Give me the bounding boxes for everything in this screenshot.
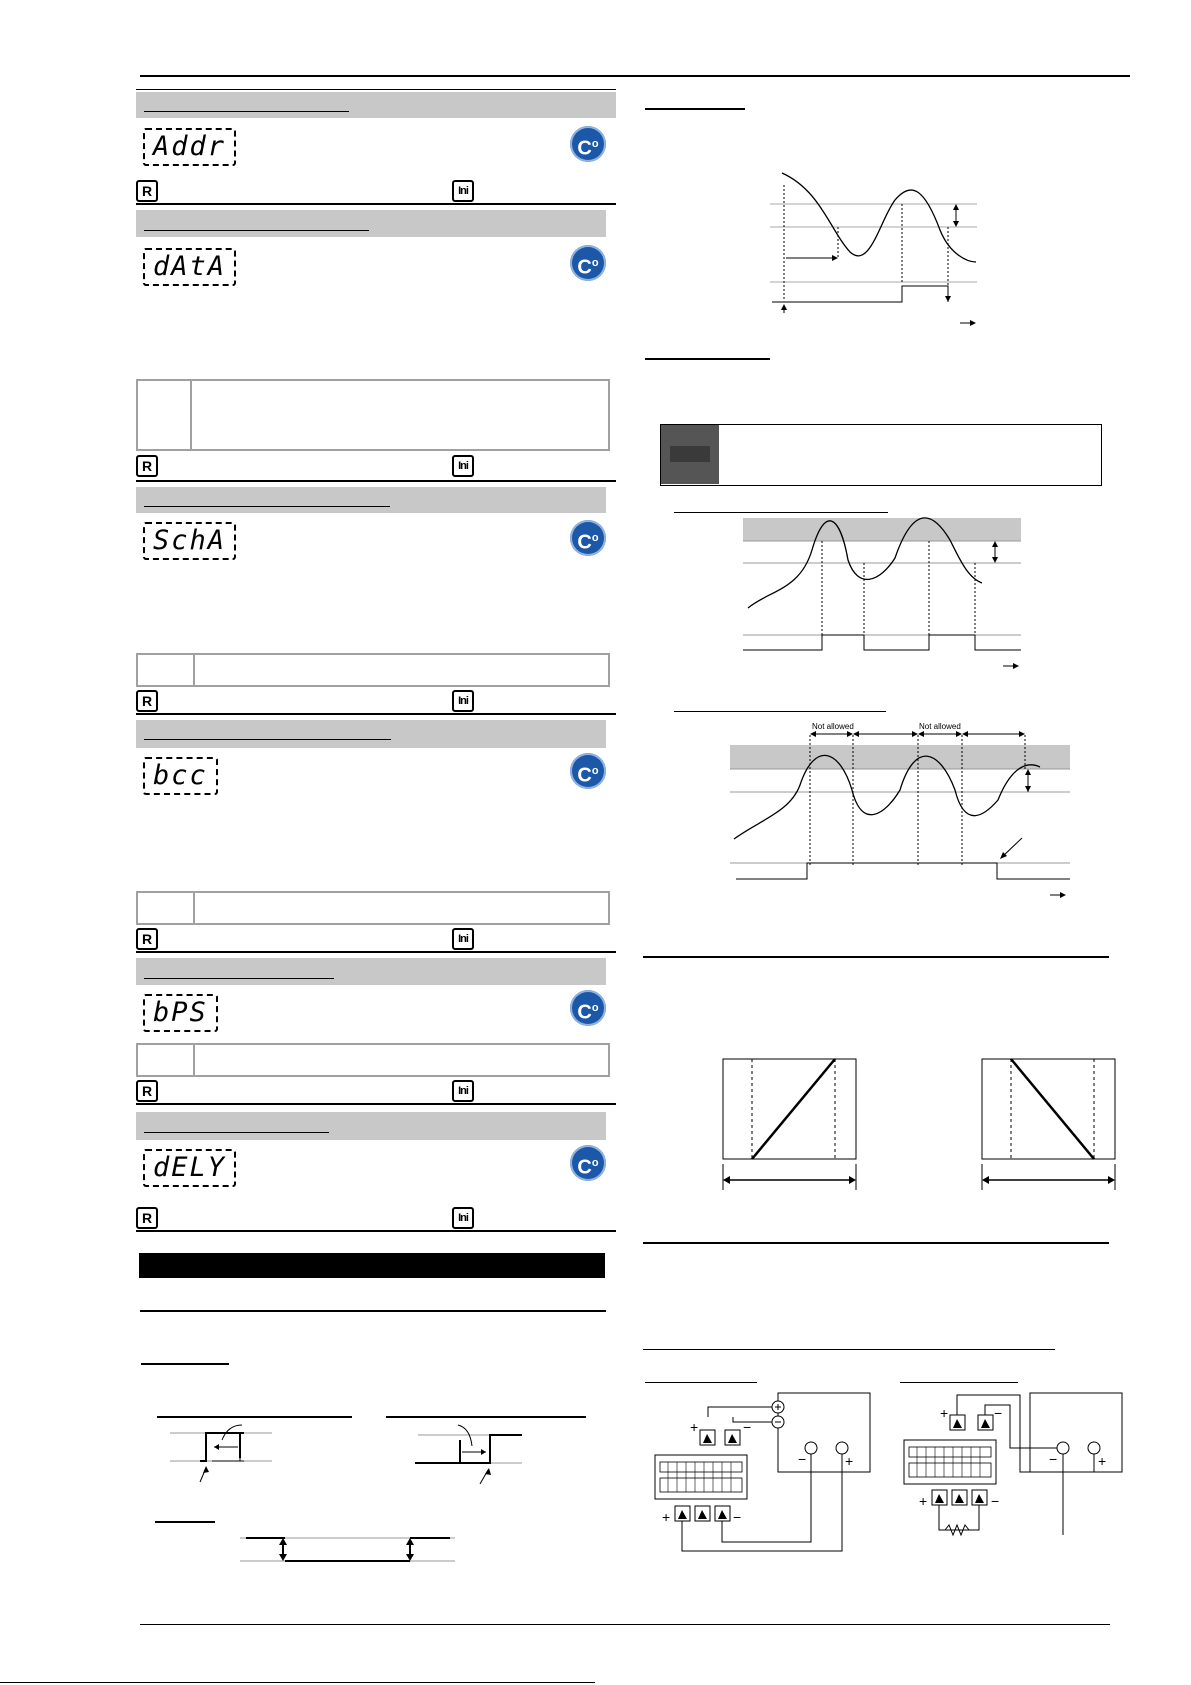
svg-text:−: − xyxy=(798,1451,807,1467)
communication-icon: $C^o$ xyxy=(570,520,606,556)
read-icon: R xyxy=(136,690,158,712)
lcd-display-addr: Addr xyxy=(143,128,236,166)
svg-text:−: − xyxy=(733,1509,742,1525)
lcd-display-bps: bPS xyxy=(143,994,218,1032)
svg-text:−: − xyxy=(994,1405,1003,1421)
read-icon: R xyxy=(136,1080,158,1102)
not-allowed-label-2: Not allowed xyxy=(919,722,961,731)
not-allowed-label-1: Not allowed xyxy=(812,722,854,731)
communication-icon: $C^o$ xyxy=(570,990,606,1026)
svg-text:−: − xyxy=(743,1419,752,1435)
svg-text:+: + xyxy=(919,1493,928,1509)
svg-text:−: − xyxy=(1049,1451,1058,1467)
svg-text:+: + xyxy=(690,1419,699,1435)
init-icon: Ini xyxy=(452,1080,474,1102)
lcd-display-bcc: bcc xyxy=(143,757,218,795)
init-icon: Ini xyxy=(452,928,474,950)
read-icon: R xyxy=(136,1207,158,1229)
init-icon: Ini xyxy=(452,455,474,477)
read-icon: R xyxy=(136,180,158,202)
svg-text:+: + xyxy=(662,1509,671,1525)
init-icon: Ini xyxy=(452,180,474,202)
svg-text:+: + xyxy=(1098,1453,1107,1469)
svg-text:+: + xyxy=(845,1453,854,1469)
init-icon: Ini xyxy=(452,690,474,712)
svg-text:−: − xyxy=(991,1493,1000,1509)
init-icon: Ini xyxy=(452,1207,474,1229)
lcd-display-dely: dELY xyxy=(143,1149,236,1187)
read-icon: R xyxy=(136,928,158,950)
svg-text:+: + xyxy=(940,1405,949,1421)
communication-icon: $C^o$ xyxy=(570,126,606,162)
communication-icon: $C^o$ xyxy=(570,245,606,281)
communication-icon: $C^o$ xyxy=(570,1145,606,1181)
page-edge-rule xyxy=(0,1682,595,1683)
read-icon: R xyxy=(136,455,158,477)
communication-icon: $C^o$ xyxy=(570,753,606,789)
lcd-display-scha: SchA xyxy=(143,522,236,560)
lcd-display-data: dAtA xyxy=(143,248,236,286)
